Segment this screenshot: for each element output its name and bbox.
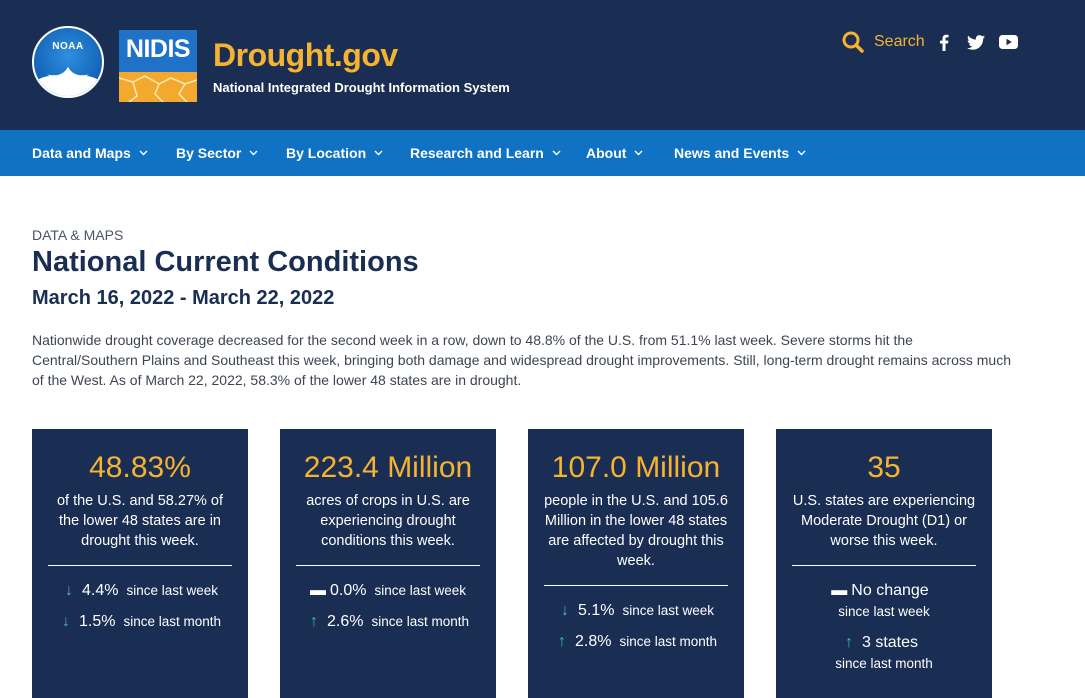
- change-label: since last week: [838, 604, 930, 619]
- change-value: 2.6%: [326, 613, 364, 630]
- nav-label: About: [586, 145, 627, 161]
- nav-research-and-learn[interactable]: [410, 130, 561, 176]
- monthly-change: [280, 611, 496, 632]
- page-title: National Current Conditions: [32, 246, 419, 278]
- arrow-up-icon: ↑: [309, 613, 318, 630]
- stat-card-value: 35: [867, 451, 901, 484]
- chevron-down-icon: [634, 150, 643, 156]
- arrow-down-icon: ↓: [64, 582, 73, 599]
- divider: [48, 565, 232, 566]
- chevron-down-icon: [552, 150, 561, 156]
- monthly-change: [32, 611, 248, 632]
- chevron-down-icon: [139, 150, 148, 156]
- nav-label: Data and Maps: [32, 145, 131, 161]
- nidis-logo-text: NIDIS: [125, 35, 191, 63]
- date-range: March 16, 2022 - March 22, 2022: [32, 287, 335, 309]
- cracked-earth-icon: [119, 72, 197, 102]
- weekly-change: [776, 580, 992, 622]
- main-nav: [0, 130, 1085, 176]
- divider: [296, 565, 480, 566]
- monthly-change: [528, 631, 744, 652]
- nav-label: Research and Learn: [410, 145, 544, 161]
- stat-card-value: 223.4 Million: [303, 451, 473, 484]
- stat-card: [528, 429, 744, 698]
- change-label: since last month: [123, 614, 221, 629]
- change-label: since last month: [619, 634, 717, 649]
- nav-label: By Sector: [176, 145, 242, 161]
- stat-card: [32, 429, 248, 698]
- change-value: 0.0%: [329, 582, 367, 599]
- stat-card-value: 48.83%: [89, 451, 191, 484]
- stat-card-description: of the U.S. and 58.27% of the lower 48 states are in drought this week.: [56, 493, 224, 549]
- divider: [792, 565, 976, 566]
- twitter-icon: [967, 35, 985, 50]
- chevron-down-icon: [249, 150, 258, 156]
- change-value: No change: [851, 582, 929, 599]
- stat-card-description: U.S. states are experiencing Moderate Drought (D1) or worse this week.: [792, 493, 976, 549]
- summary-paragraph: Nationwide drought coverage decreased for the second week in a row, down to 48.8% of the U.S. from 51.1% last week. Severe storms hit the Central/Southern Plains and Southeast this week, bringing both damage and widespread drought improvements. Still, long-term drought remains across much of the West. As of March 22, 2022, 58.3% of the lower 48 states are in drought.: [32, 332, 1011, 388]
- dash-icon: ▬: [309, 582, 326, 599]
- change-value: 3 states: [861, 634, 919, 651]
- stat-card-value: 107.0 Million: [551, 451, 721, 484]
- change-value: 4.4%: [81, 582, 119, 599]
- search-button[interactable]: [842, 30, 925, 54]
- stat-card: [776, 429, 992, 698]
- nav-by-location[interactable]: [286, 130, 383, 176]
- monthly-change: [776, 632, 992, 674]
- arrow-down-icon: ↓: [560, 602, 569, 619]
- nidis-logo[interactable]: [119, 30, 197, 102]
- search-icon: [842, 31, 864, 53]
- noaa-logo-text: NOAA: [52, 41, 84, 52]
- arrow-up-icon: ↑: [557, 633, 566, 650]
- weekly-change: [280, 580, 496, 601]
- chevron-down-icon: [797, 150, 806, 156]
- site-title[interactable]: Drought.gov: [213, 37, 398, 73]
- youtube-icon: [999, 35, 1018, 49]
- stat-card-description: people in the U.S. and 105.6 Million in the lower 48 states are affected by drought this week.: [544, 493, 728, 569]
- nav-data-and-maps[interactable]: [32, 130, 148, 176]
- arrow-down-icon: ↓: [61, 613, 70, 630]
- nav-news-and-events[interactable]: [674, 130, 806, 176]
- dash-icon: ▬: [831, 582, 848, 599]
- nav-label: By Location: [286, 145, 367, 161]
- nav-about[interactable]: [586, 130, 643, 176]
- change-value: 5.1%: [577, 602, 615, 619]
- weekly-change: [32, 580, 248, 601]
- stat-card: [280, 429, 496, 698]
- stat-card-description: acres of crops in U.S. are experiencing drought conditions this week.: [306, 493, 470, 549]
- youtube-link[interactable]: [998, 33, 1018, 51]
- noaa-logo[interactable]: [32, 26, 104, 98]
- nav-by-sector[interactable]: [176, 130, 258, 176]
- change-label: since last month: [371, 614, 469, 629]
- site-header: [0, 0, 1085, 130]
- facebook-link[interactable]: [938, 33, 950, 51]
- change-label: since last month: [835, 656, 933, 671]
- breadcrumb[interactable]: DATA & MAPS: [32, 227, 124, 243]
- change-value: 2.8%: [574, 633, 612, 650]
- search-label: Search: [874, 33, 925, 50]
- arrow-up-icon: ↑: [844, 634, 853, 651]
- divider: [544, 585, 728, 586]
- change-label: since last week: [126, 583, 218, 598]
- change-value: 1.5%: [78, 613, 116, 630]
- change-label: since last week: [374, 583, 466, 598]
- facebook-icon: [939, 34, 949, 51]
- nav-label: News and Events: [674, 145, 790, 161]
- change-label: since last week: [622, 603, 714, 618]
- site-subtitle: National Integrated Drought Information System: [213, 80, 510, 95]
- noaa-bird-icon: [34, 60, 102, 98]
- twitter-link[interactable]: [966, 33, 986, 51]
- chevron-down-icon: [374, 150, 383, 156]
- weekly-change: [528, 600, 744, 621]
